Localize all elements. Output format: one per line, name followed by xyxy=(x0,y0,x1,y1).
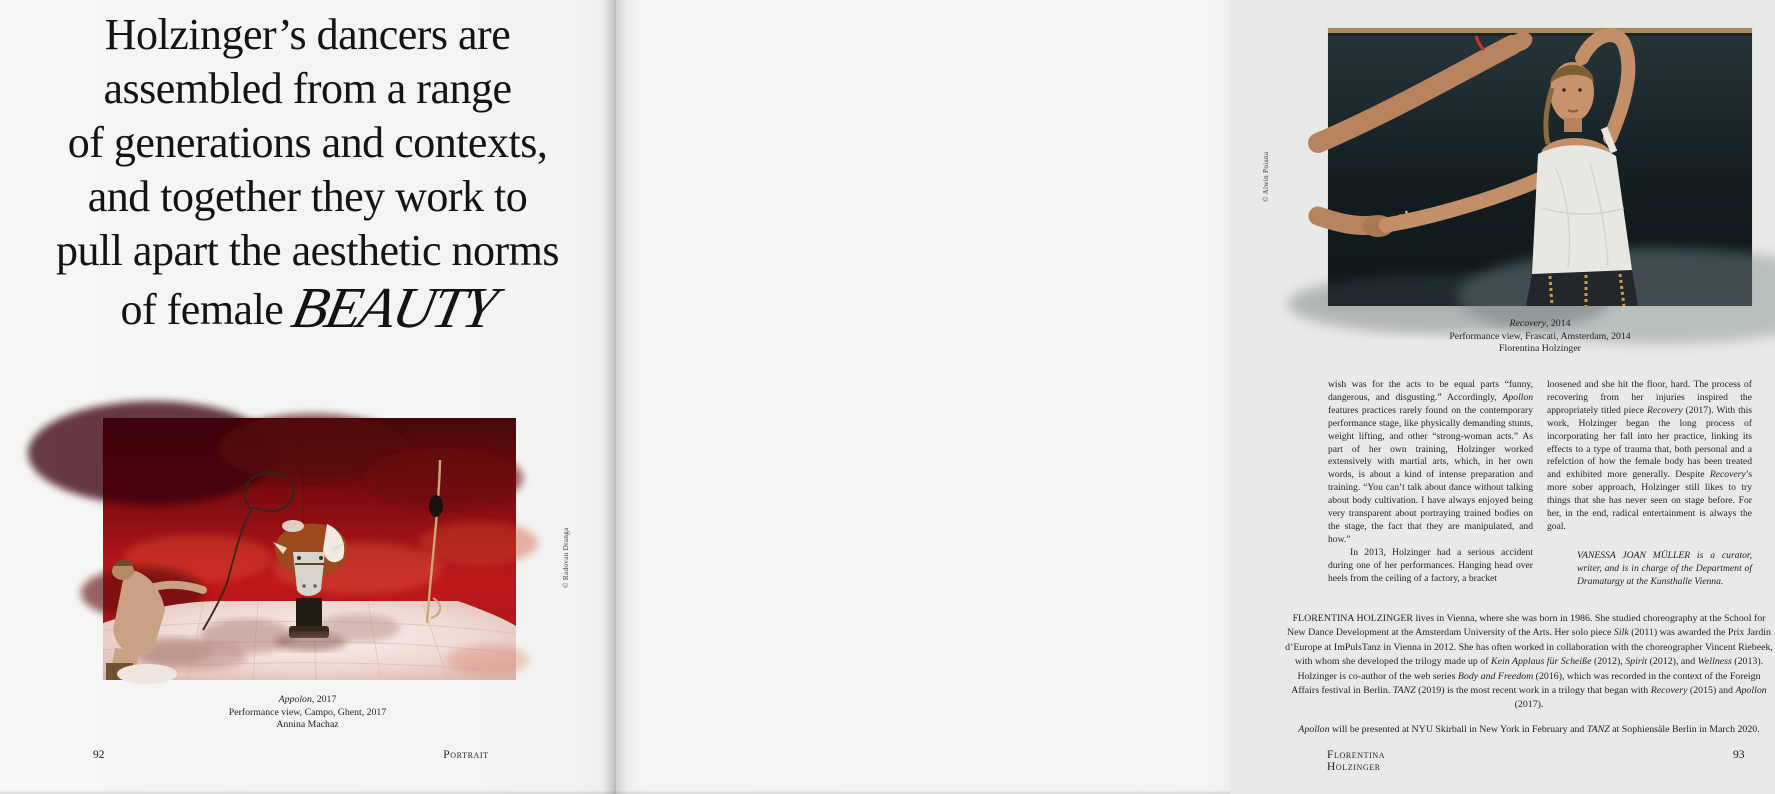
photo-credit-right: © Alwin Poiana xyxy=(1262,151,1270,202)
caption-performer-line: Florentina Holzinger xyxy=(1499,343,1581,355)
caption-work-title: Recovery xyxy=(1509,318,1546,329)
white-tank-top xyxy=(1532,145,1632,279)
headline-line: pull apart the aesthetic norms xyxy=(55,226,560,275)
artist-bio: FLORENTINA HOLZINGER lives in Vienna, where she was born in 1986. She studied choreography at the School for New Dance Development at the Amsterdam University of the Arts. Her solo piece Silk (2011) was awarded the Prix Jardin d’Europe at ImPulsTanz in Vienna in 2012. She has often worked in collaboration with the choreographer Vincent Riebeek, with whom she developed the trilogy made up of Kein Applaus für Scheiße (2012), Spirit (2012), and Wellness (2013). Holzinger is co-author of the web series Body and Freedom (2016), which was recorded in the context of the Foreign Affairs festival in Berlin. TANZ (2019) is the most recent work in a trilogy that began with Recovery (2015) and Apollon (2017). xyxy=(1285,613,1773,711)
caption-work-year: , 2014 xyxy=(1545,318,1571,329)
recovery-performance-photo xyxy=(1328,28,1752,306)
headline-line: of generations and contexts, xyxy=(67,118,548,167)
page-number-left: 92 xyxy=(93,749,105,761)
page-left xyxy=(0,0,615,794)
recovery-caption xyxy=(1328,318,1752,356)
headline-last-prefix: of female xyxy=(120,285,294,334)
caption-venue-line: Performance view, Campo, Ghent, 2017 xyxy=(228,706,387,718)
recovery-photo-illustration xyxy=(1328,28,1752,306)
headline-line: and together they work to xyxy=(87,172,528,221)
article-paragraph: wish was for the acts to be equal parts “funny, dangerous, and disgusting.” Accordingly, Apollon features practices rarely found on the contemporary performance stage, like physically demanding stunts, weight lifting, and other “strong-woman acts.” As part of her own training, Holzinger worked extensively with martial arts, which, in her own words, is about a kind of intense preparation and training. “You can’t talk about dance without talking about body cultivation. I have always enjoyed being very transparent about portraying trained bodies on the stage, the fact that they are manipulated, and how.” xyxy=(1328,379,1533,545)
stage-bar xyxy=(1328,28,1752,33)
caption-title-line xyxy=(1328,318,1752,331)
headline-line: Holzinger’s dancers are xyxy=(104,10,511,59)
appolon-photo-illustration xyxy=(103,418,516,680)
pull-quote-headline xyxy=(0,8,615,340)
page-right xyxy=(615,0,1773,794)
dancer-neck xyxy=(1564,118,1582,132)
contributor-note: VANESSA JOAN MÜLLER is a curator, writer, and is in charge of the Department of Dramaturgy at the Kunsthalle Vienna. xyxy=(1577,549,1752,587)
article-paragraph: loosened and she hit the floor, hard. The process of recovering from her injuries inspired the appropriately titled piece Recovery (2017). With this work, Holzinger began the long process of incorporating her fall into her practice, linking its effects to a type of trauma that, both personal and a refelction of how the female body has been treated and exhibited more generally. Despite Recovery’s more sober approach, Holzinger still likes to try things that she has never seen on stage before. For her, in the end, radical entertainment is always the goal. xyxy=(1547,379,1752,532)
section-label: Portrait xyxy=(443,749,489,761)
caption-title-line xyxy=(0,694,615,707)
article-paragraph: In 2013, Holzinger had a serious accident during one of her performances. Hanging head over heels from the ceiling of a factory, a bracket xyxy=(1328,546,1533,584)
headline-last-line xyxy=(0,275,615,340)
upcoming-events-line: Apollon will be presented at NYU Skirball in New York in February and TANZ at Sophiensäle Berlin in March 2020. xyxy=(1298,724,1760,735)
caption-venue-line: Performance view, Frascati, Amsterdam, 2014 xyxy=(1449,330,1631,342)
caption-work-title: Appolon xyxy=(278,694,312,705)
script-word-beauty: BEAUTY xyxy=(286,275,501,340)
photo-credit-left: © Radovan Dranga xyxy=(562,527,570,588)
page-number-right: 93 xyxy=(1733,749,1745,761)
headline-line: assembled from a range xyxy=(103,64,512,113)
appolon-performance-photo xyxy=(103,418,516,680)
appolon-caption xyxy=(0,694,615,732)
stage-bar-shadow xyxy=(1328,33,1752,36)
caption-performer-line: Annina Machaz xyxy=(276,719,339,731)
caption-work-year: , 2017 xyxy=(311,694,337,705)
article-column-2 xyxy=(1547,379,1752,589)
article-column-1 xyxy=(1328,379,1533,586)
artist-running-head: Florentina Holzinger xyxy=(1327,749,1386,773)
